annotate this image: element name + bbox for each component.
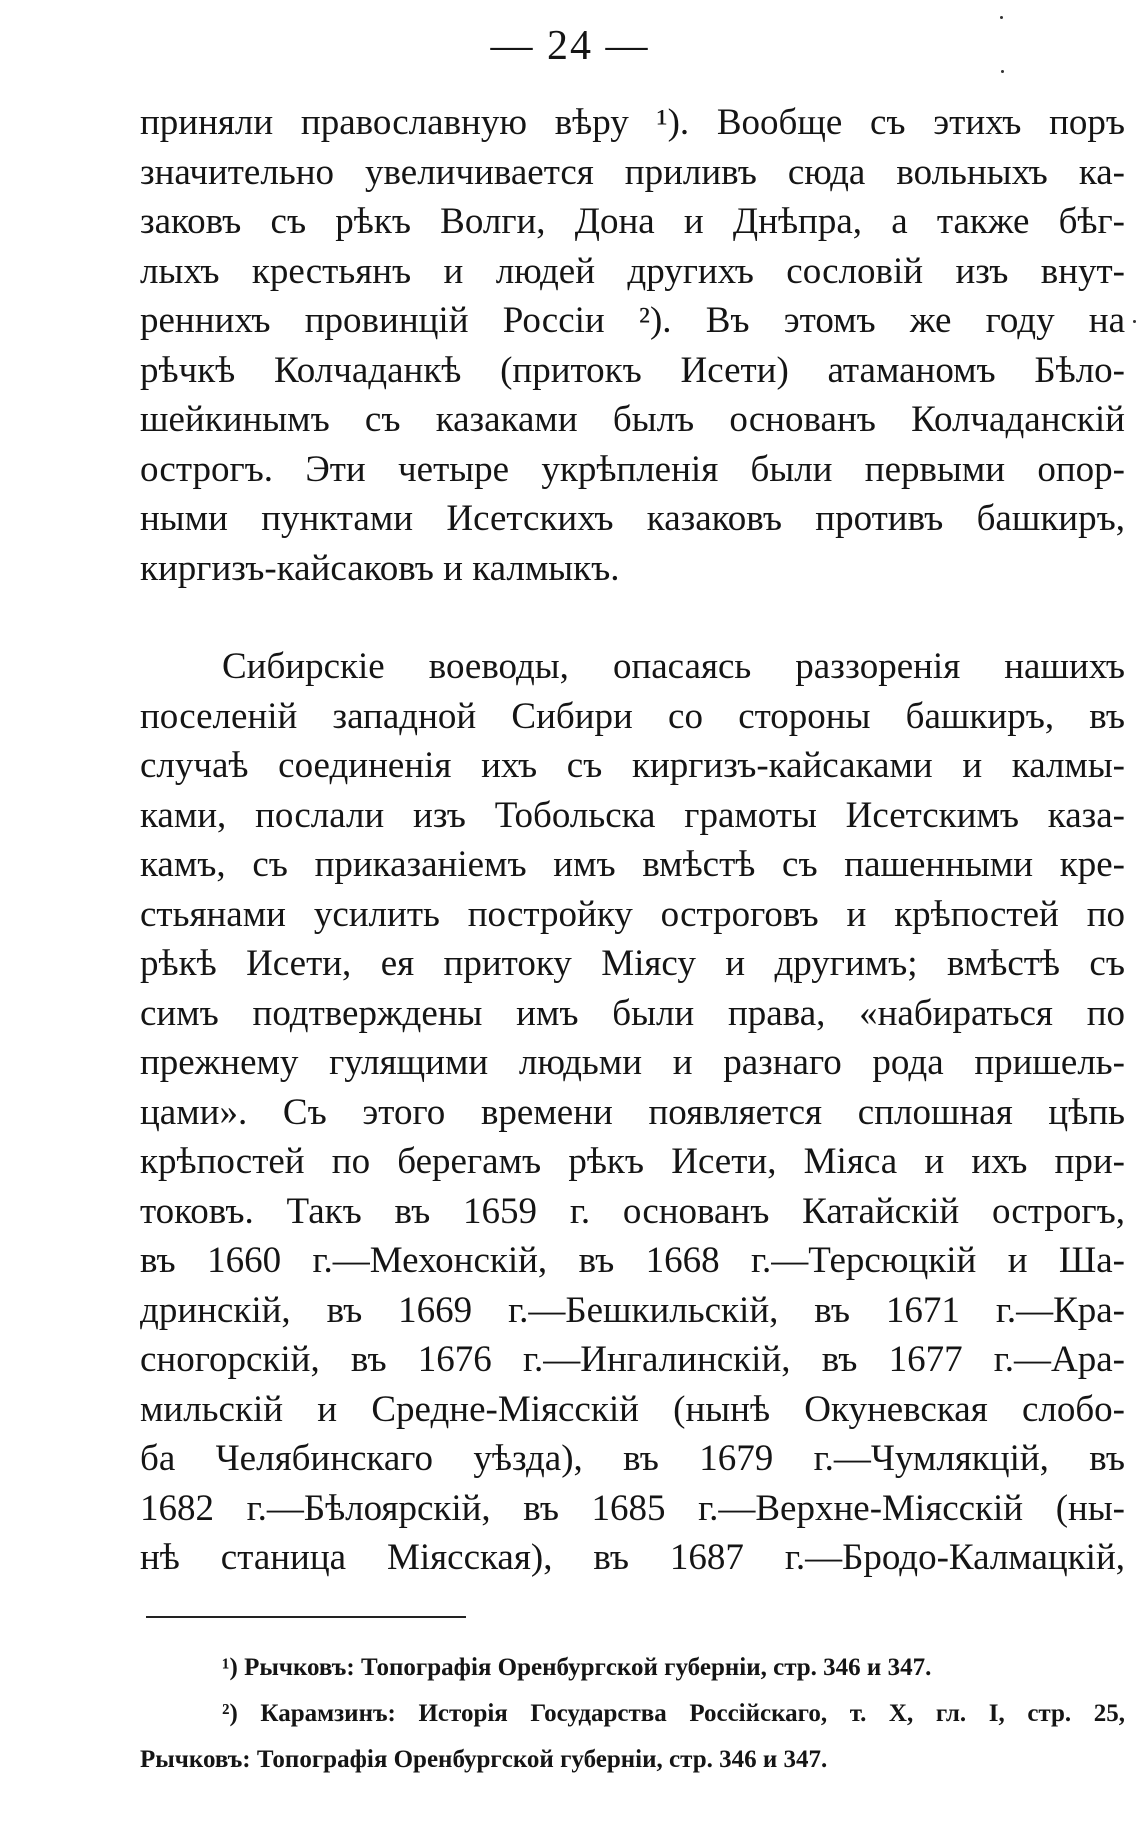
text-line: въ 1660 г.—Мехонскій, въ 1668 г.—Терсюцкій и Ша- — [140, 1240, 1125, 1281]
text-line: токовъ. Такъ въ 1659 г. основанъ Катайскій острогъ, — [140, 1190, 1125, 1232]
text-line: рѣчкѣ Колчаданкѣ (притокъ Исети) атаманомъ Бѣло- — [140, 349, 1125, 391]
text-line: ба Челябинскаго уѣзда), въ 1679 г.—Чумлякцій, въ — [140, 1438, 1125, 1479]
footnote-1: ¹) Рычковъ: Топографія Оренбургской губерніи, стр. 346 и 347. — [222, 1654, 932, 1681]
text-line: симъ подтверждены имъ были права, «набираться по — [140, 992, 1125, 1034]
text-line: Сибирскіе воеводы, опасаясь раззоренія нашихъ — [222, 646, 1125, 687]
text-line: шейкинымъ съ казаками былъ основанъ Колчаданскій — [140, 399, 1125, 440]
footnote-2-continued: Рычковъ: Топографія Оренбургской губерніи, стр. 346 и 347. — [140, 1746, 828, 1773]
print-speck — [1133, 320, 1136, 323]
text-line: случаѣ соединенія ихъ съ киргизъ-кайсаками и калмы- — [140, 745, 1125, 786]
text-line: нѣ станица Міясская), въ 1687 г.—Бродо-Калмацкій, — [140, 1537, 1125, 1578]
text-line: мильскій и Средне-Міясскій (нынѣ Окуневская слобо- — [140, 1388, 1125, 1430]
text-line: значительно увеличивается приливъ сюда вольныхъ ка- — [140, 151, 1125, 193]
paragraph-1 — [140, 98, 1125, 593]
footnote-2: ²) Карамзинъ: Исторія Государства Россійскаго, т. X, гл. I, стр. 25, — [222, 1700, 1125, 1727]
text-line: острогъ. Эти четыре укрѣпленія были первыми опор- — [140, 448, 1125, 490]
text-line: стьянами усилить постройку остроговъ и крѣпостей по — [140, 893, 1125, 935]
print-speck — [1001, 70, 1004, 73]
text-line: 1682 г.—Бѣлоярскій, въ 1685 г.—Верхне-Міясскій (ны- — [140, 1487, 1125, 1529]
text-line: киргизъ-кайсаковъ и калмыкъ. — [140, 547, 620, 589]
text-line: заковъ съ рѣкъ Волги, Дона и Днѣпра, а также бѣг- — [140, 201, 1125, 242]
text-line: ками, послали изъ Тобольска грамоты Исетскимъ каза- — [140, 794, 1125, 836]
text-line: цами». Съ этого времени появляется сплошная цѣпь — [140, 1091, 1125, 1133]
text-line: крѣпостей по берегамъ рѣкъ Исети, Міяса и ихъ при- — [140, 1141, 1125, 1182]
text-line: прежнему гулящими людьми и разнаго рода пришель- — [140, 1042, 1125, 1083]
text-line: рѣкѣ Исети, ея притоку Міясу и другимъ; вмѣстѣ съ — [140, 943, 1125, 984]
text-line: сногорскій, въ 1676 г.—Ингалинскій, въ 1677 г.—Ара- — [140, 1339, 1125, 1380]
text-line: лыхъ крестьянъ и людей другихъ сословій изъ внут- — [140, 250, 1125, 292]
text-line: дринскій, въ 1669 г.—Бешкильскій, въ 1671 г.—Кра- — [140, 1289, 1125, 1331]
text-line: камъ, съ приказаніемъ имъ вмѣстѣ съ пашенными кре- — [140, 844, 1125, 885]
text-line: приняли православную вѣру ¹). Вообще съ этихъ поръ — [140, 102, 1125, 143]
footnote-divider — [146, 1616, 466, 1618]
text-line: поселеній западной Сибири со стороны башкиръ, въ — [140, 695, 1125, 737]
page-number: — 24 — — [490, 23, 650, 69]
paragraph-2 — [140, 642, 1125, 1583]
text-line: ными пунктами Исетскихъ казаковъ противъ башкиръ, — [140, 498, 1125, 539]
print-speck — [1000, 16, 1003, 19]
footnotes — [140, 1645, 1125, 1783]
text-line: реннихъ провинцій Россіи ²). Въ этомъ же году на — [140, 300, 1125, 341]
